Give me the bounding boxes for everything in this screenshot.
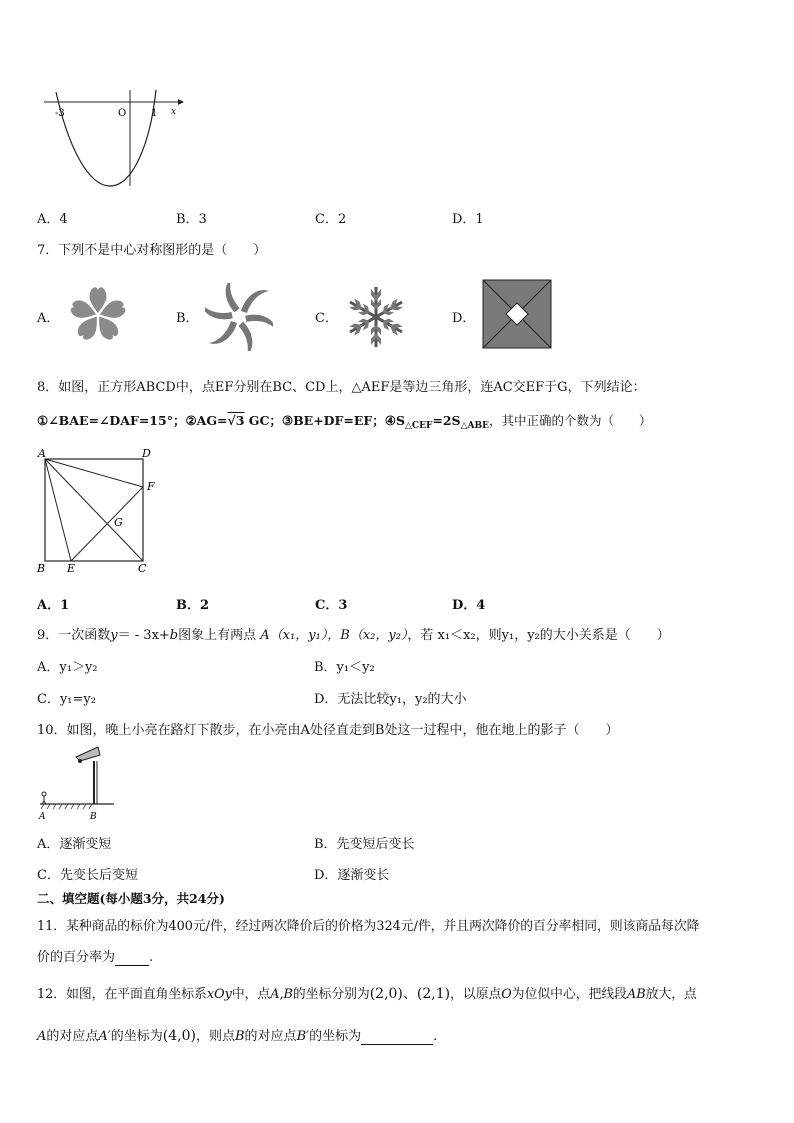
q11-line2-text: 价的百分率为 (37, 950, 116, 965)
q12-ab: A,B (270, 987, 293, 1002)
label-D: D (142, 447, 151, 460)
q6-option-a[interactable]: A．4 (37, 212, 68, 227)
q6-option-c[interactable]: C．2 (315, 212, 347, 227)
q7-stem: 7．下列不是中心对称图形的是（ ） (37, 243, 267, 258)
q12-text-c: 的坐标分别为 (292, 987, 370, 1002)
q12-bprime: B′ (296, 1029, 310, 1044)
q8-square-figure (34, 444, 164, 578)
q12-coord: (4,0) (162, 1028, 196, 1044)
q8-conclusion-2: GC；③BE+DF=EF；④S (244, 413, 406, 428)
q9-option-d[interactable]: D．无法比较y₁，y₂的大小 (314, 692, 467, 707)
q6-option-b[interactable]: B．3 (176, 212, 207, 227)
q8-option-c[interactable]: C．3 (315, 598, 348, 613)
q8-conclusions (37, 411, 651, 431)
label-G: G (114, 516, 123, 529)
q8-conclusion-1: ①∠BAE=∠DAF=15°；②AG= (37, 413, 228, 428)
label-origin: O (118, 108, 127, 119)
parabola-curve (56, 90, 156, 186)
label-B: B (90, 812, 97, 821)
q12-a: A (37, 1029, 47, 1044)
q8-sub-abe: △ABE (460, 421, 489, 431)
q12-aprime: A′ (98, 1029, 111, 1044)
label-B: B (37, 562, 46, 575)
q10-stem: 10．如图，晚上小亮在路灯下散步，在小亮由A处径直走到B处这一过程中，他在地上的影子（ ） (37, 723, 619, 738)
q8-eq: =2S (432, 413, 461, 428)
q10-option-b[interactable]: B．先变短后变长 (314, 837, 415, 852)
lamp-head-icon (76, 747, 100, 761)
q12-text-h: 的坐标为 (110, 1029, 163, 1044)
label-E: E (67, 562, 76, 575)
q7-option-c-snowflake-figure[interactable] (342, 283, 410, 351)
q7-option-d-letter[interactable]: D． (452, 311, 476, 326)
q12-text-e: 为位似中心，把线段 (511, 987, 627, 1002)
q9-stem-p3: 图象上有两点 (178, 628, 257, 643)
q9-option-c[interactable]: C．y₁=y₂ (37, 692, 96, 707)
q12-answer-blank[interactable] (361, 1029, 433, 1045)
q7-option-a-letter[interactable]: A． (37, 311, 60, 326)
q9-stem-y: y (110, 628, 118, 643)
q9-option-b[interactable]: B．y₁＜y₂ (314, 660, 375, 675)
q12-ab2: AB (626, 987, 646, 1002)
q11-line1: 11．某种商品的标价为400元/件，经过两次降价后的价格为324元/件，并且两次降价的百分率相同，则该商品每次降 (37, 919, 700, 934)
q8-option-d[interactable]: D．4 (452, 598, 486, 613)
q9-stem-p2: ＝ - 3x+ (117, 628, 170, 643)
q11-line2 (37, 946, 153, 966)
q8-sub-cef: △CEF (405, 421, 433, 431)
sqrt3: √3 (227, 413, 245, 428)
label-A: A (38, 447, 46, 460)
q8-tail: ，其中正确的个数为（ ） (488, 413, 652, 428)
q12-text-f: 放大，点 (645, 987, 697, 1002)
q10-streetlamp-figure (36, 745, 120, 821)
q9-stem-p1: 9．一次函数 (37, 628, 111, 643)
label-one: 1 (151, 108, 158, 119)
label-neg3: -3 (55, 108, 65, 119)
q12-o: O (501, 987, 512, 1002)
q6-option-d[interactable]: D．1 (452, 212, 484, 227)
q8-option-b[interactable]: B．2 (176, 598, 210, 613)
q9-option-a[interactable]: A．y₁＞y₂ (37, 660, 98, 675)
q12-text-d: ，以原点 (450, 987, 502, 1002)
label-C: C (138, 562, 147, 575)
q12-text-b: 中，点 (231, 987, 271, 1002)
q12-text-k: 的坐标为 (309, 1029, 362, 1044)
section2-title: 二、填空题(每小题3分，共24分) (37, 891, 225, 906)
q9-stem-b: b (169, 628, 179, 643)
q7-option-c-letter[interactable]: C． (315, 311, 338, 326)
q11-end: . (149, 950, 154, 965)
q12-xoy: xOy (206, 987, 232, 1002)
q12-line2 (37, 1025, 437, 1045)
q12-b: B (234, 1029, 245, 1044)
q7-option-b-pinwheel-figure[interactable] (205, 283, 273, 351)
q7-option-b-letter[interactable]: B． (176, 311, 199, 326)
q8-stem: 8．如图，正方形ABCD中，点EF分别在BC、CD上，△AEF是等边三角形，连AC交EF于G，下列结论： (37, 380, 646, 395)
q11-answer-blank[interactable] (115, 950, 149, 966)
q7-option-a-hearts-figure[interactable] (65, 283, 131, 347)
q12-end: . (433, 1029, 438, 1044)
q6-parabola-graph (38, 86, 188, 188)
q10-option-a[interactable]: A．逐渐变短 (37, 837, 112, 852)
q12-text-a: 12．如图，在平面直角坐标系 (37, 987, 207, 1002)
q12-line1 (37, 983, 697, 1003)
q10-option-c[interactable]: C．先变长后变短 (37, 868, 138, 883)
label-F: F (147, 480, 155, 493)
q12-text-i: ，则点 (195, 1029, 235, 1044)
label-A: A (39, 812, 46, 821)
q9-stem-p4: ，若 x₁＜x₂，则y₁，y₂的大小关系是（ ） (407, 628, 670, 643)
q8-option-a[interactable]: A．1 (37, 598, 70, 613)
person-icon (42, 792, 46, 796)
q7-option-d-square-figure[interactable] (482, 279, 552, 349)
q9-stem-points: A（x₁，y₁），B（x₂，y₂） (256, 628, 408, 643)
q12-text-j: 的对应点 (244, 1029, 297, 1044)
label-x: x (171, 107, 177, 117)
q12-coords: (2,0)、(2,1) (369, 986, 451, 1002)
q9-stem (37, 624, 670, 643)
q10-option-d[interactable]: D．逐渐变长 (314, 868, 390, 883)
q12-text-g: 的对应点 (46, 1029, 99, 1044)
x-axis-arrow-icon (178, 99, 184, 105)
